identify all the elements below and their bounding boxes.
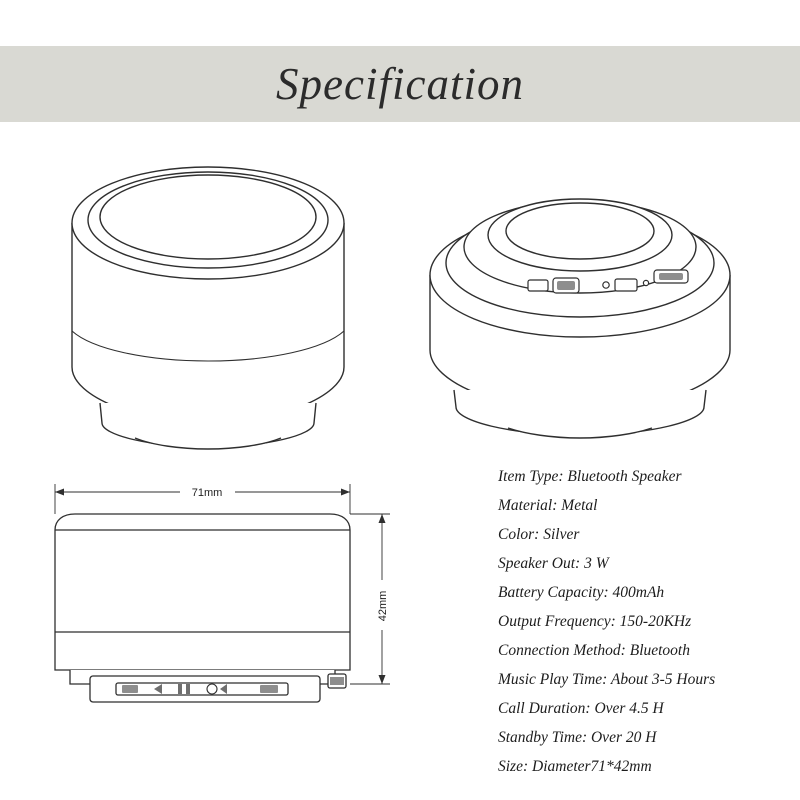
spec-music-play-time: Music Play Time: About 3-5 Hours [498, 671, 716, 688]
spec-connection-method: Connection Method: Bluetooth [498, 642, 690, 659]
speaker-controls-illustration [410, 135, 750, 465]
height-dimension-label: 42mm [377, 590, 389, 622]
specification-list [498, 462, 788, 781]
spec-output-frequency: Output Frequency: 150-20KHz [498, 613, 692, 630]
spec-standby-time: Standby Time: Over 20 H [498, 729, 657, 746]
spec-call-duration: Call Duration: Over 4.5 H [498, 700, 664, 717]
spec-speaker-out: Speaker Out: 3 W [498, 555, 609, 572]
spec-color: Color: Silver [498, 526, 580, 543]
speaker-front-illustration [40, 135, 380, 465]
spec-material: Material: Metal [498, 497, 598, 514]
width-dimension-label: 71mm [191, 487, 223, 499]
spec-size: Size: Diameter71*42mm [498, 758, 652, 775]
product-drawing-front [40, 135, 380, 470]
dimensioned-side-view [30, 470, 450, 745]
spec-item-type: Item Type: Bluetooth Speaker [498, 468, 682, 485]
header-banner [0, 46, 800, 122]
side-view-illustration [30, 470, 450, 740]
page-title: Specification [276, 59, 524, 109]
spec-battery-capacity: Battery Capacity: 400mAh [498, 584, 665, 601]
product-drawing-top-controls [410, 135, 750, 470]
